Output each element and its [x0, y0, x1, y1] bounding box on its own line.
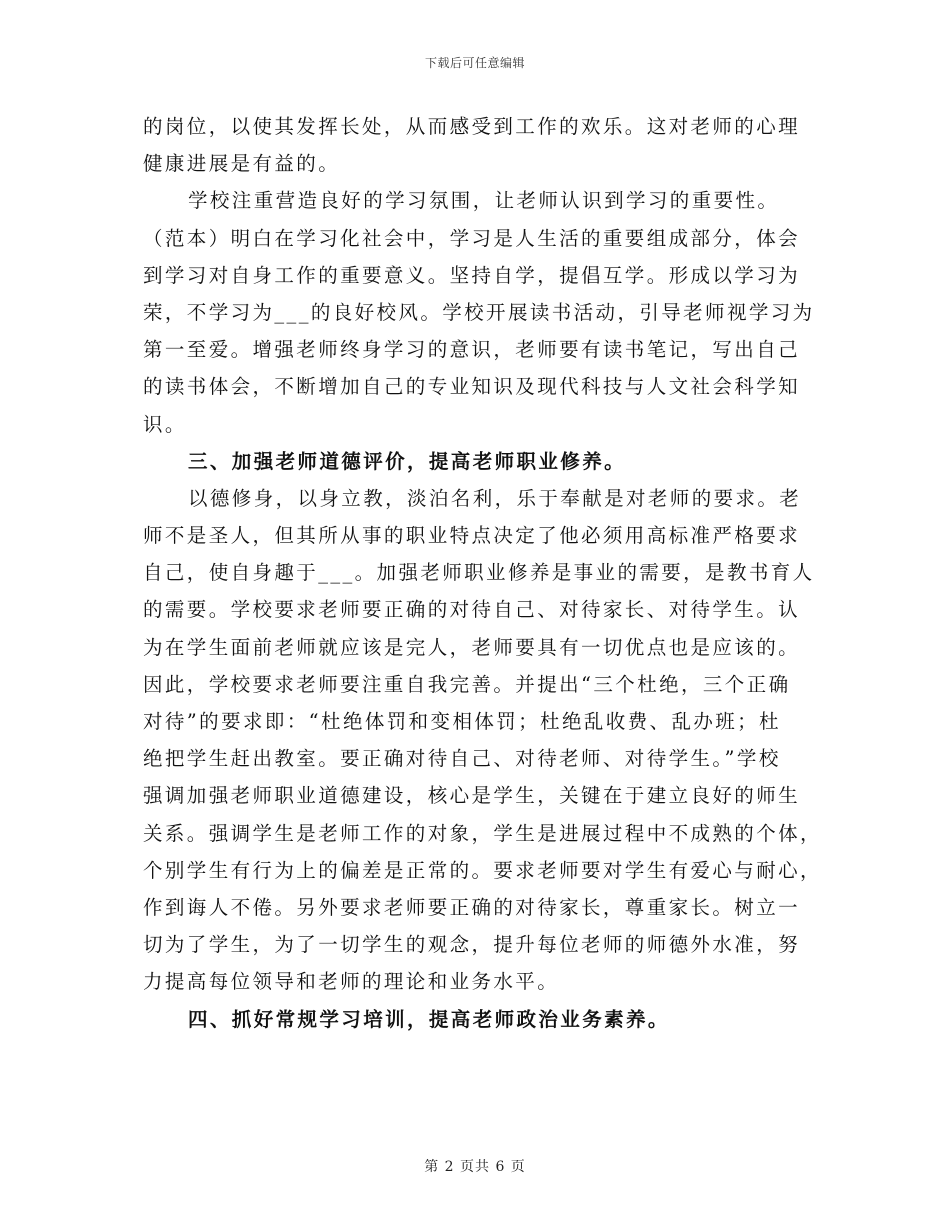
text-line: 对待”的要求即：“杜绝体罚和变相体罚；杜绝乱收费、乱办班；杜 [143, 710, 781, 733]
text-line: 切为了学生，为了一切学生的观念，提升每位老师的师德外水准，努 [143, 933, 801, 957]
text-line: （范本）明白在学习化社会中，学习是人生活的重要组成部分，体会 [143, 226, 801, 250]
text-line: 到学习对自身工作的重要意义。坚持自学，提倡互学。形成以学习为 [143, 263, 801, 287]
text-line: 因此，学校要求老师要注重自我完善。并提出“三个杜绝，三个正确 [143, 672, 791, 696]
text-line: 作到诲人不倦。另外要求老师要正确的对待家长，尊重家长。树立一 [143, 895, 801, 919]
text-line: 师不是圣人，但其所从事的职业特点决定了他必须用高标准严格要求 [143, 524, 801, 548]
document-body [143, 108, 822, 1038]
text-line: 强调加强老师职业道德建设，核心是学生，关键在于建立良好的师生 [143, 784, 801, 808]
text-line: 力提高每位领导和老师的理论和业务水平。 [143, 970, 560, 994]
paragraph-start-line: 以德修身，以身立教，淡泊名利，乐于奉献是对老师的要求。老 [188, 486, 802, 510]
text-line: 个别学生有行为上的偏差是正常的。要求老师要对学生有爱心与耐心， [143, 858, 822, 882]
page-number: 第 2 页共 6 页 [424, 1159, 526, 1175]
section-heading-4: 四、抓好常规学习培训，提高老师政治业务素养。 [188, 1007, 670, 1031]
text-line: 关系。强调学生是老师工作的对象，学生是进展过程中不成熟的个体， [143, 821, 822, 845]
text-line: 荣，不学习为___的良好校风。学校开展读书活动，引导老师视学习为 [143, 300, 815, 324]
text-line: 健康进展是有益的。 [143, 152, 341, 176]
text-line: 的需要。学校要求老师要正确的对待自己、对待家长、对待学生。认 [143, 598, 801, 622]
text-line: 识。 [143, 412, 187, 436]
text-line: 自己，使自身趣于___。加强老师职业修养是事业的需要，是教书育人 [143, 561, 815, 585]
paragraph-start-line: 学校注重营造良好的学习氛围，让老师认识到学习的重要性。 [188, 189, 780, 213]
text-line: 的岗位，以使其发挥长处，从而感受到工作的欢乐。这对老师的心理 [143, 115, 801, 138]
page-header: 下载后可任意编辑 [424, 56, 525, 70]
section-heading-3: 三、加强老师道德评价，提高老师职业修养。 [188, 449, 627, 473]
text-line: 的读书体会，不断增加自己的专业知识及现代科技与人文社会科学知 [143, 375, 801, 399]
text-line: 绝把学生赶出教室。要正确对待自己、对待老师、对待学生。”学校 [143, 747, 781, 771]
text-line: 为在学生面前老师就应该是完人，老师要具有一切优点也是应该的。 [143, 635, 801, 659]
text-line: 第一至爱。增强老师终身学习的意识，老师要有读书笔记，写出自己 [143, 338, 801, 362]
